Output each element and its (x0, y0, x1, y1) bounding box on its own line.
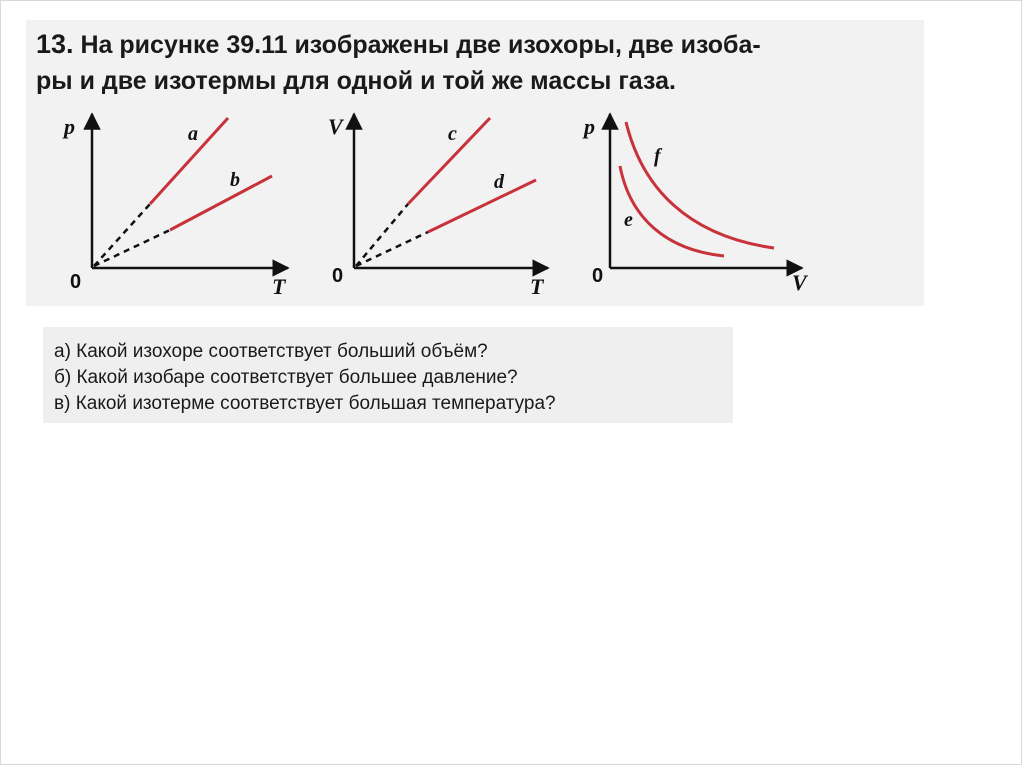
curve-d-label: d (494, 171, 504, 193)
graph-isobars (328, 114, 548, 299)
graph3-y-label: p (584, 114, 595, 139)
graph3-origin: 0 (592, 265, 604, 287)
curve-e-label: e (624, 209, 633, 231)
curve-a-label: a (188, 123, 198, 145)
curve-e (620, 166, 724, 256)
curve-f (626, 122, 774, 248)
graph1-y-label: p (64, 114, 75, 139)
curve-c-label: c (448, 123, 457, 145)
graph1-x-label: T (272, 274, 286, 299)
graphs-figure (26, 100, 924, 306)
question-c: в) Какой изотерме соответствует большая температура? (54, 393, 556, 414)
curve-d (428, 180, 536, 232)
graph-isotherms (582, 114, 809, 295)
curve-d-dashed (356, 232, 428, 266)
task-line-1-text: На рисунке 39.11 изображены две изохоры, две изоба- (80, 31, 761, 59)
curve-b-label: b (230, 169, 240, 191)
graph2-origin: 0 (332, 265, 344, 287)
graph2-y-label: V (328, 114, 343, 139)
curve-b (170, 176, 272, 230)
task-statement (36, 26, 916, 99)
task-line-1 (36, 26, 916, 63)
curve-b-dashed (94, 230, 170, 266)
graph-isochores (62, 114, 288, 299)
question-a: а) Какой изохоре соответствует больший объём? (54, 341, 488, 362)
questions-list (54, 339, 734, 417)
graph3-x-label: V (792, 270, 807, 295)
curve-f-label: f (654, 145, 661, 167)
graph2-x-label: T (530, 274, 544, 299)
question-b: б) Какой изобаре соответствует большее давление? (54, 367, 518, 388)
curve-c-dashed (356, 204, 408, 266)
curve-a-dashed (94, 204, 150, 266)
graph1-origin: 0 (70, 271, 82, 293)
task-line-2: ры и две изотермы для одной и той же массы газа. (36, 67, 676, 95)
task-number: 13. (36, 29, 74, 59)
